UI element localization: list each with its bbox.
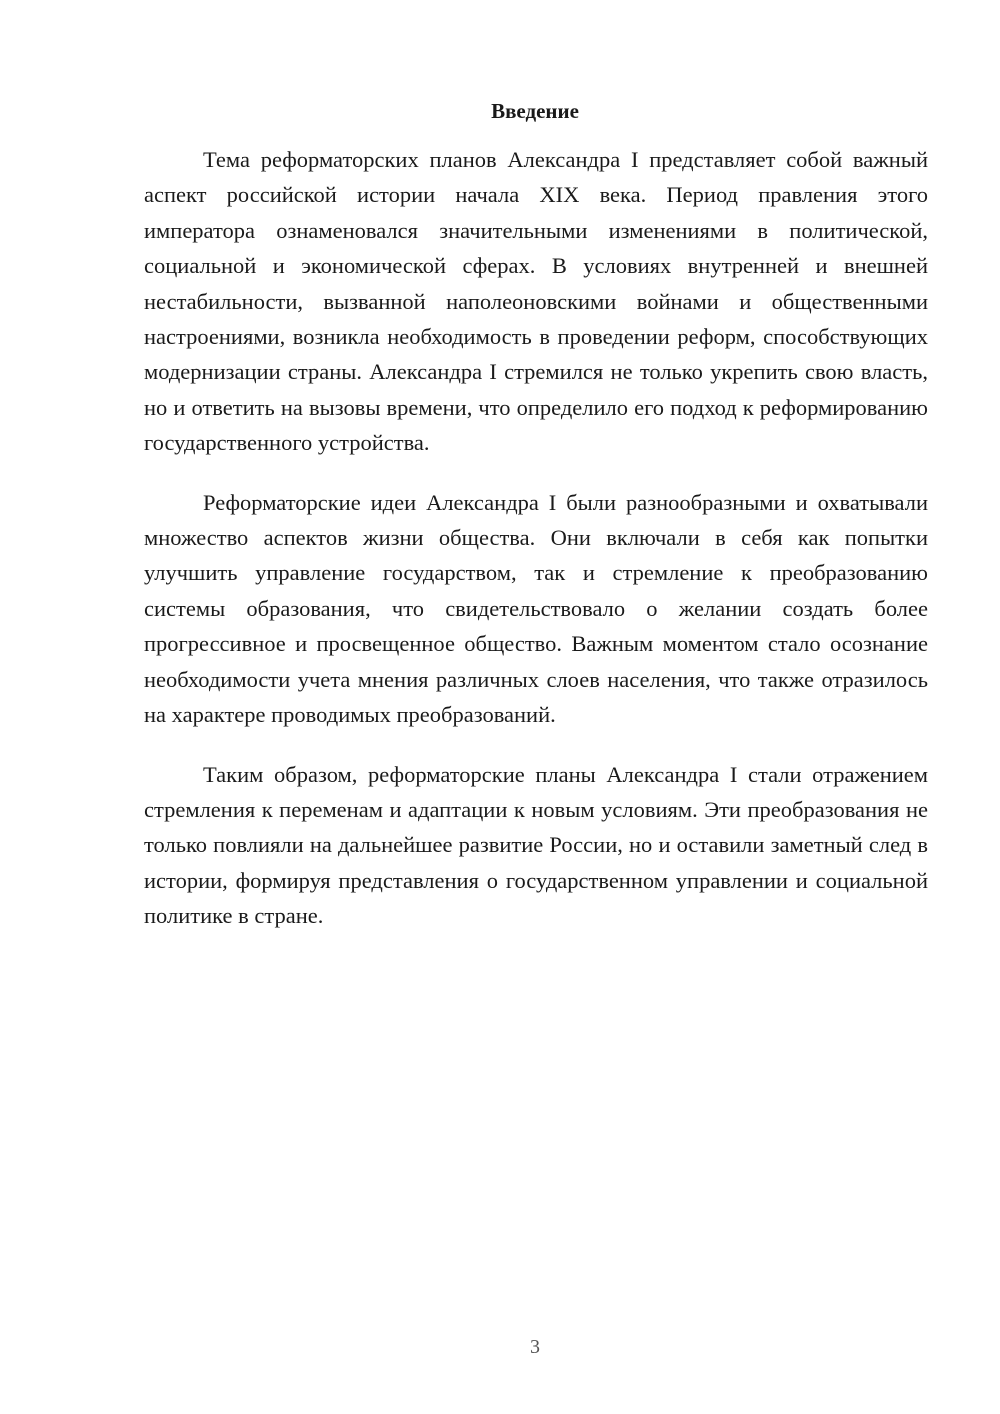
paragraph-1: Тема реформаторских планов Александра I представляет собой важный аспект российской истории начала XIX века. Период правления этого императора ознаменовался значительными изменениями в политической, социальной и экономической сферах. В условиях внутренней и внешней нестабильности, вызванной наполеоновскими войнами и общественными настроениями, возникла необходимость в проведении реформ, способствующих модернизации страны. Александра I стремился не только укрепить свою власть, но и ответить на вызовы времени, что определило его подход к реформированию государственного устройства. bbox=[144, 147, 928, 456]
section-heading: Введение bbox=[491, 99, 579, 123]
body-text bbox=[144, 142, 928, 958]
paragraph-2: Реформаторские идеи Александра I были разнообразными и охватывали множество аспектов жизни общества. Они включали в себя как попытки улучшить управление государством, так и стремление к преобразованию системы образования, что свидетельствовало о желании создать более прогрессивное и просвещенное общество. Важным моментом стало осознание необходимости учета мнения различных слоев населения, что также отразилось на характере проводимых преобразований. bbox=[144, 489, 928, 728]
page-number: 3 bbox=[530, 1336, 540, 1358]
paragraph-3: Таким образом, реформаторские планы Александра I стали отражением стремления к переменам и адаптации к новым условиям. Эти преобразования не только повлияли на дальнейшее развитие России, но и оставили заметный след в истории, формируя представления о государственном управлении и социальной политике в стране. bbox=[144, 761, 928, 929]
